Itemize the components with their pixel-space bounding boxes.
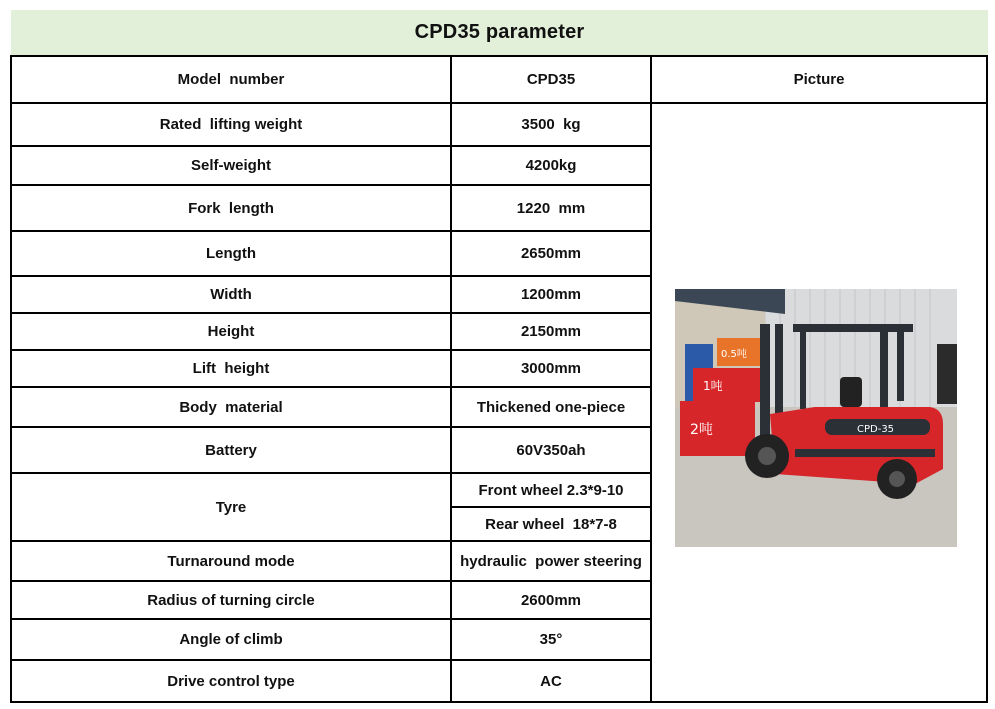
row-value-drive-control-type: AC (540, 672, 562, 690)
row-value-body-material: Thickened one-piece (476, 398, 626, 416)
svg-text:CPD-35: CPD-35 (857, 424, 895, 435)
svg-text:0.5吨: 0.5吨 (721, 349, 747, 360)
row-label-turning-radius: Radius of turning circle (147, 591, 315, 609)
row-label-drive-control-type: Drive control type (167, 672, 295, 690)
header-picture: Picture (793, 71, 845, 88)
row-label-self-weight: Self-weight (190, 157, 271, 174)
row-label-lift-height: Lift height (192, 360, 270, 377)
header-model-number: Model number (177, 71, 285, 88)
row-value-battery: 60V350ah (516, 441, 586, 459)
row-value-width: 1200mm (520, 286, 582, 303)
row-label-angle-of-climb: Angle of climb (179, 631, 283, 648)
row-value-rated-lifting-weight: 3500 kg (521, 116, 581, 133)
row-label-tyre: Tyre (215, 498, 247, 516)
svg-text:2吨: 2吨 (690, 422, 713, 438)
forklift-photo (675, 289, 957, 547)
row-value-length: 2650mm (520, 245, 582, 262)
svg-text:1吨: 1吨 (703, 379, 723, 393)
row-label-body-material: Body material (179, 398, 283, 416)
row-label-height: Height (207, 323, 255, 340)
row-value-turnaround-mode: hydraulic power steering (460, 552, 642, 570)
row-value-height: 2150mm (520, 323, 582, 340)
row-label-width: Width (210, 286, 252, 303)
column-divider (650, 55, 652, 703)
row-label-rated-lifting-weight: Rated lifting weight (159, 116, 303, 133)
row-value-turning-radius: 2600mm (520, 591, 582, 609)
row-value-rear-wheel: Rear wheel 18*7-8 (485, 515, 617, 533)
row-value-self-weight: 4200kg (525, 157, 577, 174)
row-value-lift-height: 3000mm (520, 360, 582, 377)
row-label-turnaround-mode: Turnaround mode (167, 552, 295, 570)
row-label-length: Length (206, 245, 256, 262)
header-model-value: CPD35 (526, 71, 576, 88)
row-label-fork-length: Fork length (188, 199, 274, 217)
row-value-angle-of-climb: 35° (539, 631, 563, 648)
row-value-fork-length: 1220 mm (516, 199, 586, 217)
row-label-battery: Battery (205, 441, 257, 459)
row-value-front-wheel: Front wheel 2.3*9-10 (478, 481, 624, 499)
table-title: CPD35 parameter (11, 10, 988, 55)
